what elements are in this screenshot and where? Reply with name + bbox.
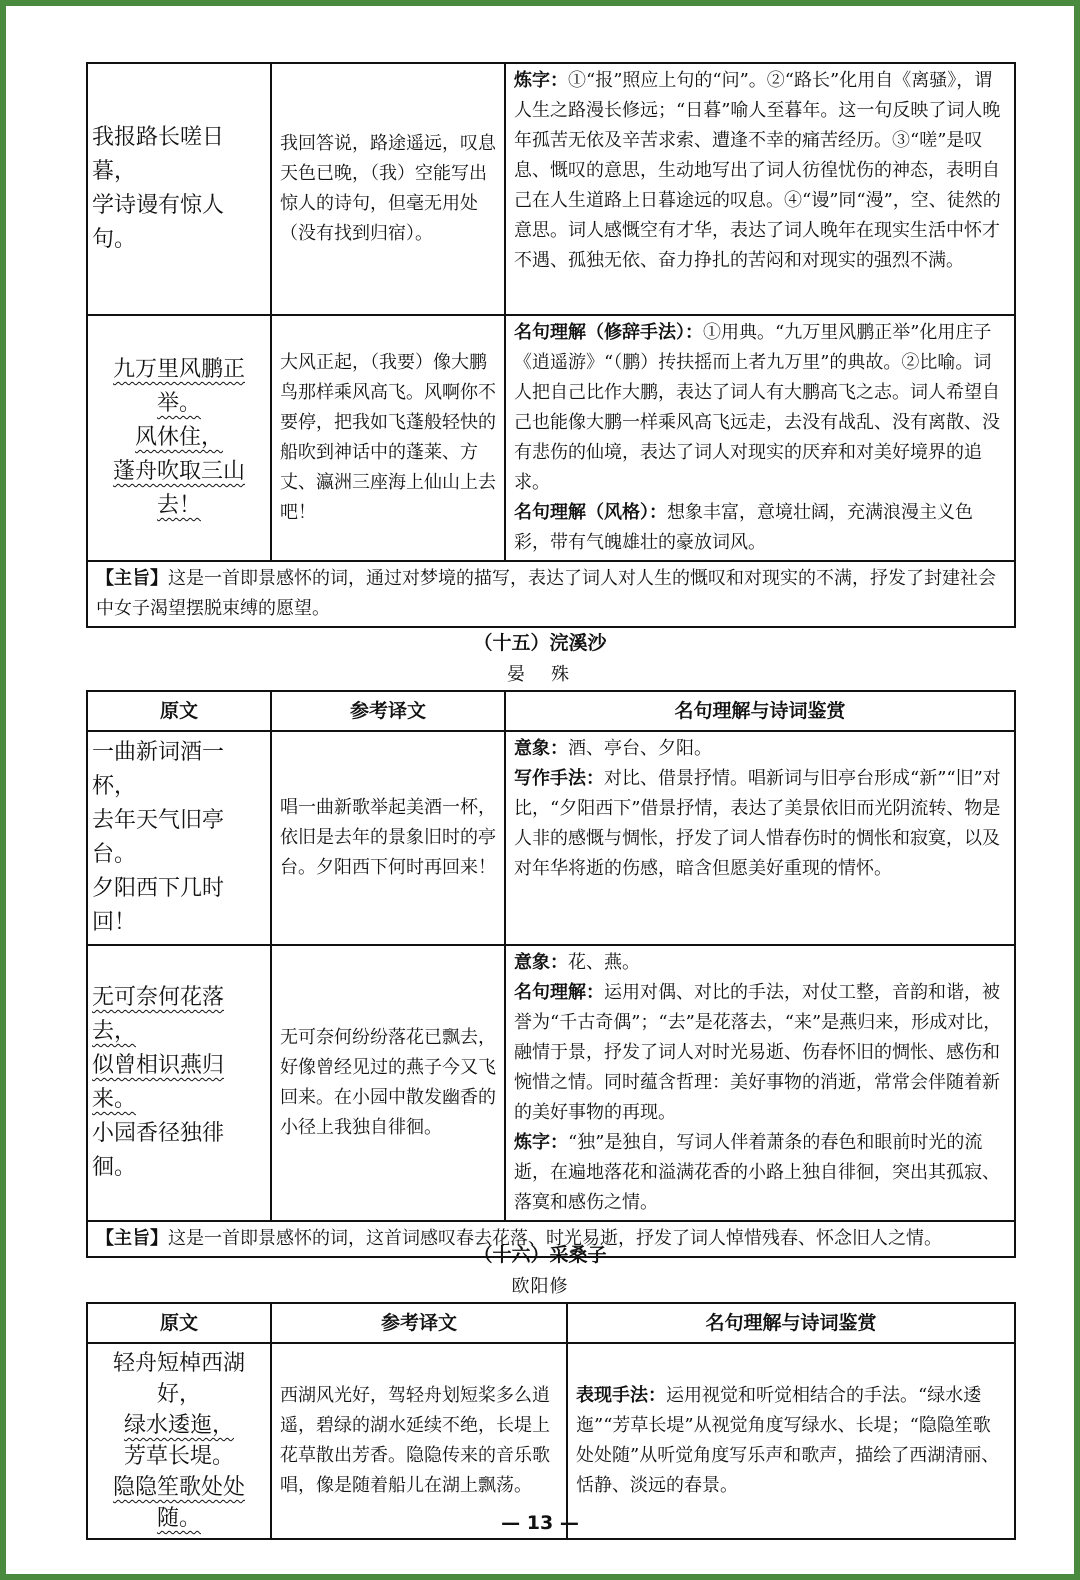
original-line: 九万里风鹏正举。 bbox=[112, 357, 245, 416]
original-cell bbox=[87, 315, 271, 561]
note-text: 运用对偶、对比的手法，对仗工整，音韵和谐，被誉为“千古奇偶”；“去”是花落去，“来”是燕归来，形成对比，融情于景，抒发了词人对时光易逝、伤春怀旧的惆怅、感伤和惋惜之情。同时蕴含哲理：美好事物的消逝，常常会伴随着新的美好事物的再现。 bbox=[514, 982, 1002, 1123]
summary-text: 这是一首即景感怀的词，这首词感叹春去花落、时光易逝，抒发了词人悼惜残春、怀念旧人之情。 bbox=[168, 1228, 942, 1249]
column-header: 名句理解与诗词鉴赏 bbox=[567, 1303, 1015, 1343]
translation-text: 大风正起，（我要）像大鹏鸟那样乘风高飞。风啊你不要停，把我如飞蓬般轻快的船吹到神话中的蓬莱、方丈、瀛洲三座海上仙山上去吧！ bbox=[280, 352, 496, 523]
notes-cell bbox=[567, 1343, 1015, 1539]
note-label: 名句理解（风格）： bbox=[514, 502, 667, 523]
translation-text: 我回答说，路途遥远，叹息天色已晚，（我）空能写出惊人的诗句，但毫无用处（没有找到归宿）。 bbox=[280, 133, 496, 244]
translation-text: 唱一曲新歌举起美酒一杯，依旧是去年的景象旧时的亭台。夕阳西下何时再回来！ bbox=[280, 797, 496, 878]
note-label: 炼字： bbox=[514, 70, 568, 91]
section-title: （十六）采桑子 bbox=[473, 1244, 607, 1266]
summary-row bbox=[87, 561, 1015, 627]
header-row bbox=[87, 691, 1015, 731]
note-label: 写作手法： bbox=[514, 768, 604, 789]
original-cell bbox=[87, 63, 271, 315]
note-label: 意象： bbox=[514, 738, 568, 759]
page bbox=[6, 6, 1074, 1574]
poem16-table bbox=[86, 1302, 1016, 1540]
note-text: ①“报”照应上句的“问”。②“路长”化用自《离骚》，谓人生之路漫长修远；“日暮”喻人至暮年。这一句反映了词人晚年孤苦无依及辛苦求索、遭逢不幸的痛苦经历。③“嗟”是叹息、慨叹的意思，生动地写出了词人彷徨忧伤的神态，表明自己在人生道路上日暮途远的叹息。④“谩”同“漫”，空、徒然的意思。词人感慨空有才华，表达了词人晚年在现实生活中怀才不遇、孤独无依、奋力挣扎的苦闷和对现实的强烈不满。 bbox=[514, 70, 1001, 271]
column-header: 原文 bbox=[87, 691, 271, 731]
notes-cell bbox=[505, 945, 1015, 1221]
translation-cell bbox=[271, 1343, 567, 1539]
table-row bbox=[87, 945, 1015, 1221]
summary-label: 【主旨】 bbox=[96, 1228, 168, 1249]
translation-text: 无可奈何纷纷落花已飘去，好像曾经见过的燕子今又飞回来。在小园中散发幽香的小径上我独自徘徊。 bbox=[280, 1027, 496, 1138]
original-cell bbox=[87, 945, 271, 1221]
original-line: 夕阳西下几时回！ bbox=[92, 876, 225, 935]
original-line: 小园香径独徘徊。 bbox=[92, 1121, 225, 1180]
original-line: 隐隐笙歌处处随。 bbox=[112, 1475, 245, 1531]
header-row bbox=[87, 1303, 1015, 1343]
note-label: 炼字： bbox=[514, 1132, 568, 1153]
notes-cell bbox=[505, 731, 1015, 945]
original-line: 我报路长嗟日暮， bbox=[92, 125, 225, 184]
column-header: 参考译文 bbox=[271, 691, 505, 731]
note-text: “独”是独自，写词人伴着萧条的春色和眼前时光的流逝，在遍地落花和溢满花香的小路上独自徘徊，突出其孤寂、落寞和感伤之情。 bbox=[514, 1132, 1000, 1213]
author: 欧阳修 bbox=[511, 1276, 569, 1297]
original-line: 无可奈何花落去， bbox=[92, 985, 225, 1044]
column-header: 参考译文 bbox=[271, 1303, 567, 1343]
original-line: 学诗谩有惊人句。 bbox=[92, 193, 225, 252]
note-label: 意象： bbox=[514, 952, 568, 973]
notes-cell bbox=[505, 63, 1015, 315]
original-line: 一曲新词酒一杯， bbox=[92, 740, 225, 799]
original-line: 绿水逶迤， bbox=[123, 1413, 234, 1438]
note-text: 酒、亭台、夕阳。 bbox=[568, 738, 712, 759]
translation-text: 西湖风光好，驾轻舟划短桨多么逍遥，碧绿的湖水延续不绝，长堤上花草散出芳香。隐隐传来的音乐歌唱，像是随着船儿在湖上飘荡。 bbox=[280, 1385, 550, 1496]
summary-label: 【主旨】 bbox=[96, 568, 168, 589]
summary-text: 这是一首即景感怀的词，通过对梦境的描写，表达了词人对人生的慨叹和对现实的不满，抒发了封建社会中女子渴望摆脱束缚的愿望。 bbox=[96, 568, 996, 619]
note-text: ①用典。“九万里风鹏正举”化用庄子《逍遥游》“（鹏）抟扶摇而上者九万里”的典故。②比喻。词人把自己比作大鹏，表达了词人有大鹏高飞之志。词人希望自己也能像大鹏一样乘风高飞远走，去没有战乱、没有离散、没有悲伤的仙境，表达了词人对现实的厌弃和对美好境界的追求。 bbox=[514, 322, 1000, 493]
original-line: 轻舟短棹西湖好， bbox=[112, 1351, 245, 1407]
translation-cell bbox=[271, 945, 505, 1221]
original-line: 风休住， bbox=[134, 425, 223, 450]
original-line: 蓬舟吹取三山去！ bbox=[112, 459, 245, 518]
table-row bbox=[87, 731, 1015, 945]
author: 晏 殊 bbox=[507, 664, 573, 685]
note-label: 表现手法： bbox=[576, 1385, 666, 1406]
poem15-table bbox=[86, 690, 1016, 1258]
original-line: 去年天气旧亭台。 bbox=[92, 808, 225, 867]
note-text: 想象丰富，意境壮阔，充满浪漫主义色彩，带有气魄雄壮的豪放词风。 bbox=[514, 502, 973, 553]
poem14-table bbox=[86, 62, 1016, 628]
note-label: 名句理解： bbox=[514, 982, 604, 1003]
original-line: 似曾相识燕归来。 bbox=[92, 1053, 225, 1112]
note-label: 名句理解（修辞手法）： bbox=[514, 322, 703, 343]
translation-cell bbox=[271, 731, 505, 945]
table-row bbox=[87, 1343, 1015, 1539]
original-cell bbox=[87, 731, 271, 945]
translation-cell bbox=[271, 315, 505, 561]
table-row bbox=[87, 63, 1015, 315]
summary-cell bbox=[87, 561, 1015, 627]
original-cell bbox=[87, 1343, 271, 1539]
translation-cell bbox=[271, 63, 505, 315]
note-text: 运用视觉和听觉相结合的手法。“绿水逶迤”“芳草长堤”从视觉角度写绿水、长堤；“隐隐笙歌处处随”从听觉角度写乐声和歌声，描绘了西湖清丽、恬静、淡远的春景。 bbox=[576, 1385, 1000, 1496]
column-header: 原文 bbox=[87, 1303, 271, 1343]
note-text: 对比、借景抒情。唱新词与旧亭台形成“新”“旧”对比，“夕阳西下”借景抒情，表达了美景依旧而光阴流转、物是人非的感慨与惆怅，抒发了词人惜春伤时的惆怅和寂寞，以及对年华将逝的伤感，暗含但愿美好重现的情怀。 bbox=[514, 768, 1001, 879]
notes-cell bbox=[505, 315, 1015, 561]
table-row bbox=[87, 315, 1015, 561]
page-number: — 13 — bbox=[501, 1512, 579, 1534]
column-header: 名句理解与诗词鉴赏 bbox=[505, 691, 1015, 731]
section-title: （十五）浣溪沙 bbox=[473, 632, 607, 654]
original-line: 芳草长堤。 bbox=[123, 1444, 234, 1469]
note-text: 花、燕。 bbox=[568, 952, 640, 973]
